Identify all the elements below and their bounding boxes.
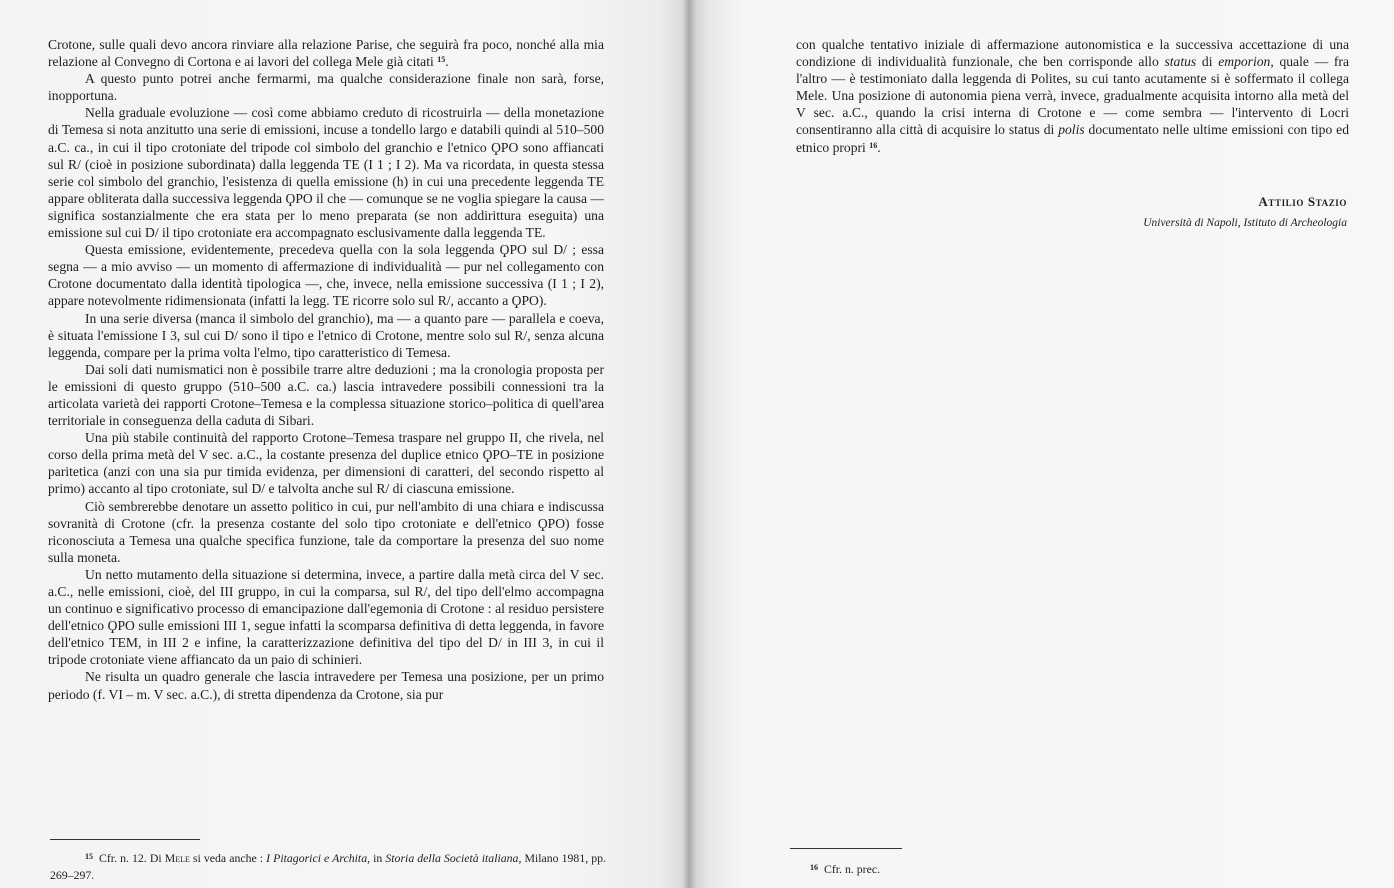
- footnote-divider: [50, 839, 200, 840]
- footnote-16: $^{16}$ Cfr. n. prec.: [810, 862, 881, 876]
- footnote-number: 16: [810, 863, 818, 872]
- paragraph: Ne risulta un quadro generale che lascia intravedere per Temesa una posizione, per un primo periodo (f. VI – m. V sec. a.C.), di stretta dipendenza da Crotone, sia pur: [48, 669, 604, 702]
- footnote-divider: [790, 848, 902, 849]
- author-signature: Attilio Stazio: [1258, 194, 1347, 209]
- paragraph: Crotone, sulle quali devo ancora rinviare alla relazione Parise, che seguirà fra poco, nonché alla mia relazione al Convegno di Cortona e ai lavori del collega Mele già citati $^{15}$.: [48, 37, 604, 70]
- book-gutter: [682, 0, 696, 888]
- left-body-text: [48, 36, 604, 703]
- paragraph: In una serie diversa (manca il simbolo del granchio), ma — a quanto pare — parallela e coeva, è situata l'emissione I 3, sul cui D/ sono il tipo e l'etnico di Crotone, mentre solo sul R/, senza alcuna leggenda, compare per la prima volta l'elmo, tipo caratteristico di Temesa.: [48, 310, 604, 360]
- paragraph: Dai soli dati numismatici non è possibile trarre altre deduzioni ; ma la cronologia proposta per le emissioni di questo gruppo (510–500 a.C. ca.) lascia intravedere possibili connessioni tra la articolata varietà dei rapporti Crotone–Temesa e la complessa situazione storico–politica di quell'area territoriale in conseguenza della caduta di Sibari.: [48, 361, 604, 429]
- paragraph: Nella graduale evoluzione — così come abbiamo creduto di ricostruirla — della monetazione di Temesa si nota anzitutto una serie di emissioni, incuse a tondello largo e databili quindi al 510–500 a.C. ca., in cui il tipo crotoniate del tripode col simbolo del granchio e l'etnico ϘPO sono affiancati sul R/ (cioè in posizione subordinata) dalla leggenda TE (I 1 ; I 2). Ma va ricordata, in questa stessa serie col simbolo del granchio, l'esistenza di quella emissione (h) in cui una precedente leggenda TE appare obliterata dalla successiva leggenda ϘPO il che — comunque se ne voglia spiegare la causa — significa sostanzialmente che era stata per lo meno preparata (se non addirittura eseguita) una emissione sul cui D/ il tipo crotoniate era accompagnato esclusivamente dalla leggenda TE.: [48, 105, 604, 241]
- footnote-author: Mele: [164, 851, 190, 865]
- footnote-15: $^{15}$ Cfr. n. 12. Di Mele si veda anche : I Pitagorici e Archita, in Storia della Società italiana, Milano 1981, pp. 269–297.: [50, 851, 606, 882]
- author-affiliation: Università di Napoli, Istituto di Archeologia: [1143, 217, 1347, 229]
- paragraph: con qualche tentativo iniziale di affermazione autonomistica e la successiva accettazione di una condizione di individualità funzionale, che ben corrisponde allo status di emporion, quale — fra l'altro — è testimoniato dalla leggenda di Polites, su cui tanto acutamente si è soffermato il collega Mele. Una posizione di autonomia piena verrà, invece, gradualmente acquisita intorno alla metà del V sec. a.C., quando la crisi interna di Crotone e — come sembra — l'intervento di Locri consentiranno alla città di acquisire lo status di polis documentato nelle ultime emissioni con tipo ed etnico propri $^{16}$.: [796, 37, 1349, 155]
- paragraph: Un netto mutamento della situazione si determina, invece, a partire dalla metà circa del V sec. a.C., nelle emissioni, cioè, del III gruppo, in cui la comparsa, sul R/, del tipo dell'elmo accompagna un continuo e significativo processo di emancipazione dall'egemonia di Crotone : al residuo persistere dell'etnico ϘPO sulle emissioni III 1, segue infatti la scomparsa definitiva di detta leggenda, in favore dell'etnico TEM, in III 2 e infine, la caratterizzazione definitiva del tipo del D/ in III 3, in cui il tripode crotoniate viene affiancato da un paio di schinieri.: [48, 566, 604, 668]
- footnote-number: 15: [85, 852, 93, 861]
- footnote-series: Storia della Società italiana: [385, 851, 519, 865]
- footnote-title: I Pitagorici e Archita: [266, 851, 368, 865]
- paragraph: Ciò sembrerebbe denotare un assetto politico in cui, pur nell'ambito di una chiara e indiscussa sovranità di Crotone (cfr. la presenza costante del solo tipo crotoniate e dell'etnico ϘPO) fosse riconosciuta a Temesa una qualche specifica funzione, tale da comportare la presenza del suo nome sulla moneta.: [48, 498, 604, 565]
- paragraph: Questa emissione, evidentemente, precedeva quella con la sola leggenda ϘPO sul D/ ; essa segna — a mio avviso — un momento di affermazione di individualità — pur nel collegamento con Crotone documentato dalla identità tipologica —, che, invece, nella emissione successiva (I 1 ; I 2), appare notevolmente ridimensionata (infatti la legg. TE ricorre solo sul R/, accanto a ϘPO).: [48, 242, 604, 309]
- paragraph: Una più stabile continuità del rapporto Crotone–Temesa traspare nel gruppo II, che rivela, nel corso della prima metà del V sec. a.C., la costante presenza del duplice etnico ϘPO–TE in posizione paritetica (anzi con una sia pur timida evidenza, per dimensioni di caratteri, del secondo rispetto al primo) accanto al tipo crotoniate, sul D/ e talvolta anche sul R/ di ciascuna emissione.: [48, 430, 604, 497]
- right-body-text: [796, 36, 1349, 156]
- paragraph: A questo punto potrei anche fermarmi, ma qualche considerazione finale non sarà, forse, inopportuna.: [48, 71, 604, 104]
- footnote-ref-15[interactable]: 15: [437, 55, 446, 65]
- footnote-ref-16[interactable]: 16: [869, 140, 878, 150]
